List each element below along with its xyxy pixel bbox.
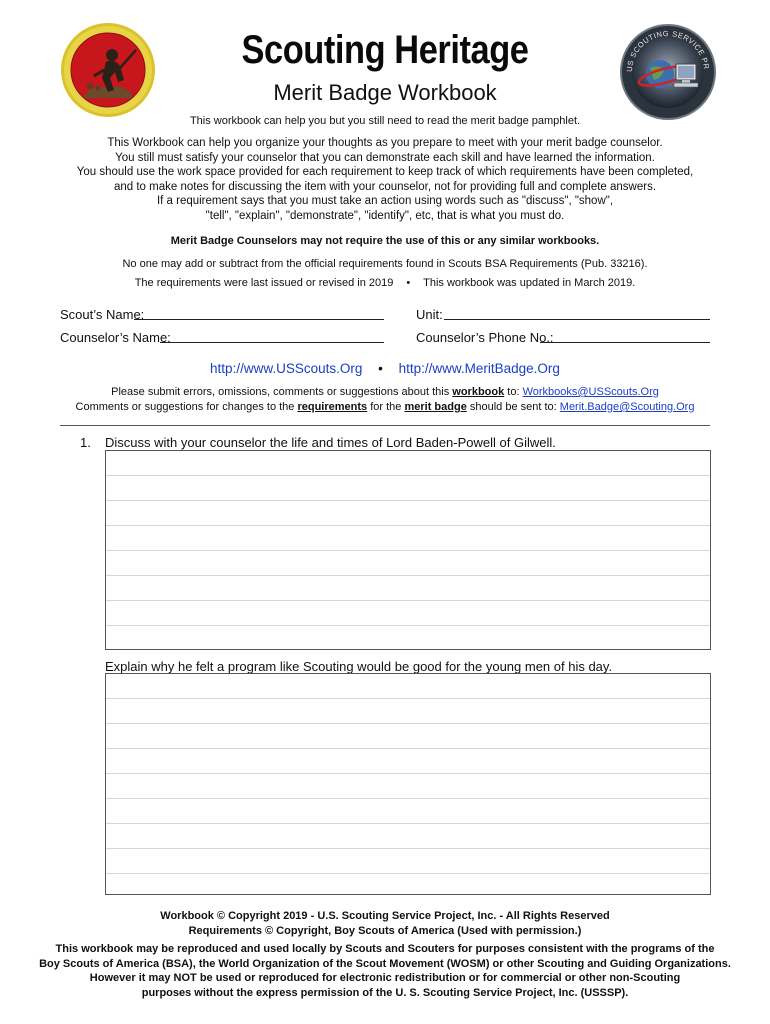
requirement-text: Discuss with your counselor the life and times of Lord Baden-Powell of Gilwell. xyxy=(105,435,556,450)
bullet: • xyxy=(378,361,383,376)
ruled-line xyxy=(106,551,710,576)
feedback-text: Please submit errors, omissions, comments or suggestions about this xyxy=(111,386,453,398)
unit-field[interactable] xyxy=(444,307,710,320)
ruled-line xyxy=(106,699,710,724)
counselor-name-label: Counselor’s Name: xyxy=(60,330,171,345)
counselor-notice: Merit Badge Counselors may not require the use of this or any similar workbooks. xyxy=(170,235,600,247)
revision-updated: This workbook was updated in March 2019. xyxy=(423,277,636,289)
feedback-text: to: xyxy=(504,386,523,398)
answer-box-1[interactable] xyxy=(105,450,711,650)
usscouts-link[interactable]: http://www.USScouts.Org xyxy=(210,361,363,376)
usage-line: Boy Scouts of America (BSA), the World Organization of the Scout Movement (WOSM) or other Scouting and Guiding Organizations. xyxy=(39,957,731,970)
copyright-requirements: Requirements © Copyright, Boy Scouts of America (Used with permission.) xyxy=(188,925,582,937)
ruled-line xyxy=(106,824,710,849)
page-subtitle: Merit Badge Workbook xyxy=(273,80,497,105)
ruled-line xyxy=(106,774,710,799)
feedback-line-requirements xyxy=(0,400,770,415)
feedback-bold: requirements xyxy=(297,401,368,413)
ruled-line xyxy=(106,576,710,601)
pamphlet-note: This workbook can help you but you still need to read the merit badge pamphlet. xyxy=(189,115,581,127)
requirement-followup: Explain why he felt a program like Scouting would be good for the young men of his day. xyxy=(105,659,613,674)
answer-box-2[interactable] xyxy=(105,673,711,895)
ruled-line xyxy=(106,749,710,774)
counselor-phone-label: Counselor’s Phone No.: xyxy=(416,330,554,345)
usage-line: However it may NOT be used or reproduced for electronic redistribution or for commercial or other non-Scouting xyxy=(89,972,681,985)
intro-line: You still must satisfy your counselor that you can demonstrate each skill and have learned the information. xyxy=(115,151,655,164)
ruled-line xyxy=(106,526,710,551)
intro-line: and to make notes for discussing the item with your counselor, not for providing full and complete answers. xyxy=(113,180,657,193)
scout-name-label: Scout’s Name: xyxy=(60,307,145,322)
website-links xyxy=(0,361,770,376)
requirements-notice: No one may add or subtract from the official requirements found in Scouts BSA Requirements (Pub. 33216). xyxy=(122,258,648,270)
feedback-bold: workbook xyxy=(452,386,505,398)
section-divider xyxy=(60,425,710,426)
workbooks-email-link[interactable]: Workbooks@USScouts.Org xyxy=(522,386,659,398)
counselor-phone-field[interactable] xyxy=(540,330,710,343)
intro-line: If a requirement says that you must take an action using words such as "discuss", "show", xyxy=(156,195,614,208)
emblem-ring-text: US SCOUTING SERVICE PR xyxy=(624,28,711,73)
feedback-bold: merit badge xyxy=(404,401,467,413)
ruled-line xyxy=(106,849,710,874)
scout-name-field[interactable] xyxy=(134,307,384,320)
ruled-line xyxy=(106,724,710,749)
revision-info xyxy=(0,276,770,291)
ruled-line xyxy=(106,501,710,526)
usage-line: purposes without the express permission of the U. S. Scouting Service Project, Inc. (USSSP). xyxy=(141,986,629,999)
usage-notice xyxy=(0,942,770,1000)
bullet: • xyxy=(406,277,411,289)
counselor-name-field[interactable] xyxy=(160,330,384,343)
copyright-workbook: Workbook © Copyright 2019 - U.S. Scouting Service Project, Inc. - All Rights Reserved xyxy=(160,910,610,922)
revision-issued: The requirements were last issued or revised in 2019 xyxy=(134,277,394,289)
feedback-line-workbook xyxy=(0,385,770,400)
page-title: Scouting Heritage xyxy=(241,28,529,72)
feedback-text: for the xyxy=(367,401,405,413)
intro-line: "tell", "explain", "demonstrate", "identify", etc, that is what you must do. xyxy=(205,209,565,222)
feedback-text: Comments or suggestions for changes to the xyxy=(75,401,298,413)
usage-line: This workbook may be reproduced and used locally by Scouts and Scouters for purposes consistent with the programs of the xyxy=(55,943,715,955)
ruled-line xyxy=(106,799,710,824)
unit-label: Unit: xyxy=(416,307,443,322)
intro-paragraph xyxy=(0,136,770,224)
intro-line: You should use the work space provided for each requirement to keep track of which requirements have been completed, xyxy=(76,166,694,179)
ruled-line xyxy=(106,674,710,699)
ruled-line xyxy=(106,601,710,626)
ruled-line xyxy=(106,476,710,501)
intro-line: This Workbook can help you organize your thoughts as you prepare to meet with your merit badge counselor. xyxy=(107,137,663,149)
meritbadge-link[interactable]: http://www.MeritBadge.Org xyxy=(398,361,560,376)
ruled-line xyxy=(106,451,710,476)
feedback-text: should be sent to: xyxy=(466,401,560,413)
requirement-number: 1. xyxy=(80,435,91,450)
merit-badge-email-link[interactable]: Merit.Badge@Scouting.Org xyxy=(559,401,695,413)
